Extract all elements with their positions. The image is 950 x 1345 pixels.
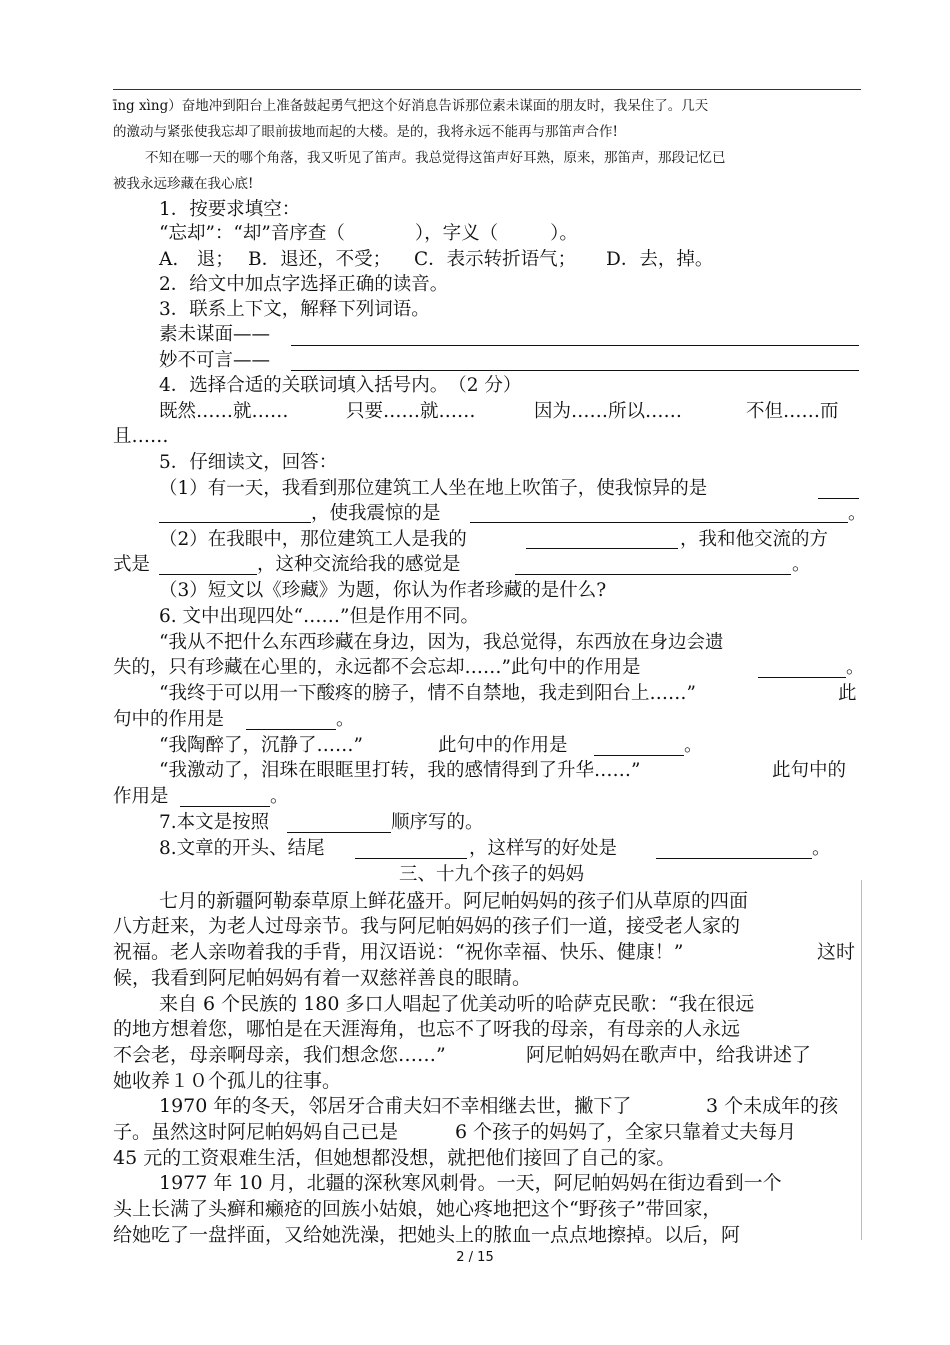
- paragraph-line: 子。虽然这时阿尼帕妈妈自己已是: [113, 1121, 399, 1143]
- passage-line: 被我永远珍藏在我心底!: [113, 176, 254, 192]
- paragraph-line: 祝福。老人亲吻着我的手背，用汉语说：“祝你幸福、快乐、健康！”: [113, 941, 684, 963]
- q5-1-blank-c: [470, 522, 848, 523]
- question-7-end: 顺序写的。: [391, 812, 484, 833]
- paragraph-line-end: 这时: [817, 941, 856, 963]
- paragraph-line: 1970 年的冬天，邻居牙合甫夫妇不幸相继去世，撇下了: [159, 1095, 632, 1117]
- q6-sentence-1a: “我从不把什么东西珍藏在身边，因为，我总觉得，东西放在身边会遗: [159, 632, 724, 653]
- q4-option-1: 既然……就……: [159, 401, 289, 422]
- section-3-title: 三、十九个孩子的妈妈: [399, 864, 585, 885]
- question-1-line: [159, 221, 578, 247]
- paragraph-line: 八方赶来，为老人过母亲节。我与阿尼帕妈妈的孩子们一道，接受老人家的: [113, 915, 741, 937]
- q4-option-2: 只要……就……: [346, 401, 476, 422]
- margin-rule: [861, 880, 862, 1240]
- q6-sentence-4c: 作用是: [113, 786, 169, 807]
- header-rule: [113, 89, 861, 90]
- q6-sentence-2b: 此: [838, 683, 857, 704]
- paragraph-line: 来自 6 个民族的 180 多口人唱起了优美动听的哈萨克民歌：“我在很远: [159, 993, 755, 1015]
- q3-word-2: 妙不可言——: [159, 350, 271, 371]
- q5-1-text: （1）有一天，我看到那位建筑工人坐在地上吹笛子，使我惊异的是: [159, 478, 708, 499]
- q1-part-c: ）。: [550, 223, 578, 244]
- question-5: 5．仔细读文，回答：: [159, 452, 338, 473]
- question-3: 3．联系上下文，解释下列词语。: [159, 299, 430, 320]
- paragraph-line-end: 6 个孩子的妈妈了，全家只靠着丈夫每月: [455, 1121, 797, 1143]
- paragraph-line: 不会老，母亲啊母亲，我们想念您……”: [113, 1044, 446, 1066]
- q6-sentence-3b: 此句中的作用是: [438, 735, 568, 756]
- paragraph-line: 给她吃了一盘拌面，又给她洗澡，把她头上的脓血一点点地擦掉。以后，阿: [113, 1224, 741, 1246]
- passage-line: īng xìng）奋地冲到阳台上准备鼓起勇气把这个好消息告诉那位素未谋面的朋友时，我呆住了。几天: [113, 98, 709, 114]
- q3-answer-line-2: [291, 370, 859, 371]
- paragraph-line: 七月的新疆阿勒泰草原上鲜花盛开。阿尼帕妈妈的孩子们从草原的四面: [159, 890, 749, 912]
- q8-blank-b: [656, 858, 812, 859]
- q6-sentence-3a: “我陶醉了，沉静了……”: [159, 735, 363, 756]
- q5-2-blank-c: [515, 574, 791, 575]
- question-7: 7.本文是按照: [159, 812, 270, 833]
- question-4: 4．选择合适的关联词填入括号内。 （2 分）: [159, 375, 522, 396]
- q5-1-period: 。: [848, 503, 867, 524]
- paragraph-line-end: 阿尼帕妈妈在歌声中，给我讲述了: [526, 1044, 812, 1066]
- page-number: 2 / 15: [456, 1250, 494, 1265]
- q6-blank-2: [246, 729, 336, 730]
- q5-2-blank-a: [526, 548, 678, 549]
- paragraph-line-end: 3 个未成年的孩: [706, 1095, 839, 1117]
- q5-1-text-b: ，使我震惊的是: [311, 503, 441, 524]
- q6-period-1: 。: [846, 657, 865, 678]
- q6-sentence-4a: “我激动了，泪珠在眼眶里打转，我的感情得到了升华……”: [159, 760, 641, 781]
- q5-2-text-c: 式是: [113, 554, 151, 575]
- q5-1-blank-a: [818, 498, 859, 499]
- q5-2-text-b: ，我和他交流的方: [680, 529, 829, 550]
- paragraph-line: 1977 年 10 月，北疆的深秋寒风刺骨。一天，阿尼帕妈妈在街边看到一个: [159, 1172, 782, 1194]
- q6-sentence-2a: “我终于可以用一下酸疼的膀子，情不自禁地，我走到阳台上……”: [159, 683, 696, 704]
- q6-sentence-2c: 句中的作用是: [113, 709, 225, 730]
- question-8-mid: ，这样写的好处是: [469, 838, 618, 859]
- q6-blank-4: [180, 806, 270, 807]
- q6-period-2: 。: [336, 709, 355, 730]
- q6-sentence-1b: 失的，只有珍藏在心里的，永远都不会忘却……”此句中的作用是: [113, 657, 641, 678]
- passage-line: 不知在哪一天的哪个角落，我又听见了笛声。我总觉得这笛声好耳熟，原来，那笛声，那段记忆已: [145, 150, 726, 166]
- q1-option-b: B．退还，不受；: [248, 249, 392, 270]
- paragraph-line: 45 元的工资艰难生活，但她想都没想，就把他们接回了自己的家。: [113, 1147, 676, 1169]
- q6-blank-3: [594, 755, 684, 756]
- q3-word-1: 素未谋面——: [159, 324, 271, 345]
- q8-blank-a: [355, 858, 467, 859]
- q1-part-b: ），字义（: [414, 223, 499, 244]
- question-6: 6. 文中出现四处“……”但是作用不同。: [159, 606, 479, 627]
- q1-part-a: “忘却”：“却”音序查（: [159, 223, 345, 244]
- paragraph-line: 候，我看到阿尼帕妈妈有着一双慈祥善良的眼睛。: [113, 967, 532, 989]
- q7-blank: [287, 832, 391, 833]
- question-1-title: 1．按要求填空：: [159, 199, 301, 220]
- q5-2-period: 。: [792, 554, 811, 575]
- q5-1-blank-b: [159, 522, 311, 523]
- q6-sentence-4b: 此句中的: [772, 760, 847, 781]
- q1-option-c: C．表示转折语气；: [414, 249, 577, 270]
- question-2: 2．给文中加点字选择正确的读音。: [159, 274, 449, 295]
- passage-line: 的激动与紧张使我忘却了眼前拔地而起的大楼。是的，我将永远不能再与那笛声合作!: [113, 124, 618, 140]
- q4-option-3: 因为……所以……: [534, 401, 683, 422]
- question-8: 8.文章的开头、结尾: [159, 838, 325, 859]
- q3-answer-line-1: [291, 345, 859, 346]
- q5-2-text-d: ，这种交流给我的感觉是: [257, 554, 461, 575]
- paragraph-line: 她收养１０个孤儿的往事。: [113, 1070, 342, 1092]
- q4-option-4: 不但……而: [746, 401, 839, 422]
- q1-option-a: A. 退；: [159, 249, 234, 270]
- q1-option-d: D．去，掉。: [606, 249, 714, 270]
- q5-3-text: （3）短文以《珍藏》为题，你认为作者珍藏的是什么?: [159, 580, 607, 601]
- q4-option-4-cont: 且……: [113, 426, 169, 447]
- paragraph-line: 的地方想着您，哪怕是在天涯海角，也忘不了呀我的母亲，有母亲的人永远: [113, 1018, 741, 1040]
- q8-period: 。: [812, 838, 831, 859]
- q6-blank-1: [758, 677, 846, 678]
- q6-period-3: 。: [684, 735, 703, 756]
- q5-2-blank-b: [159, 574, 257, 575]
- q5-2-text: （2）在我眼中，那位建筑工人是我的: [159, 529, 467, 550]
- q6-period-4: 。: [270, 786, 289, 807]
- paragraph-line: 头上长满了头癣和癞疮的回族小姑娘，她心疼地把这个“野孩子”带回家，: [113, 1198, 722, 1220]
